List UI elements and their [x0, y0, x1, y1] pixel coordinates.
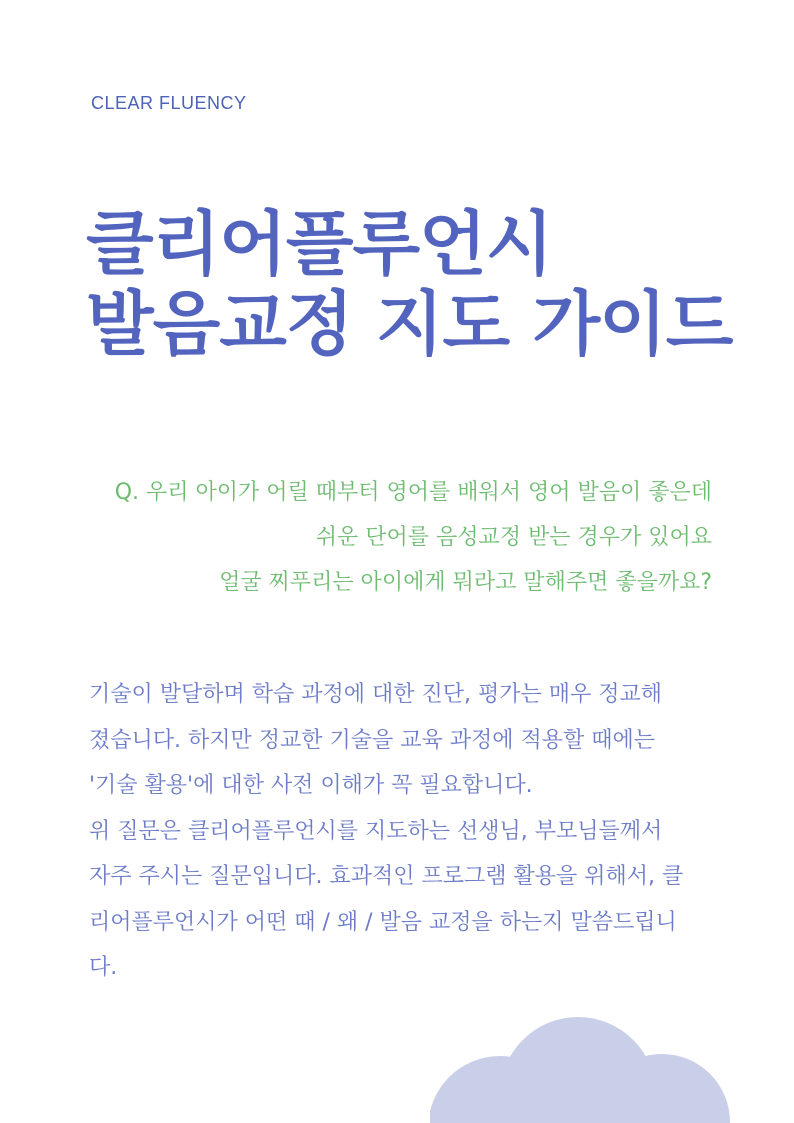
question-block: [52, 470, 712, 605]
body-line: 다.: [89, 955, 118, 980]
body-paragraph: [89, 672, 729, 991]
body-line: 자주 주시는 질문입니다. 효과적인 프로그램 활용을 위해서, 클: [89, 864, 684, 889]
page-title-line-1: 클리어플루언시: [86, 203, 553, 285]
question-line: 쉬운 단어를 음성교정 받는 경우가 있어요: [315, 525, 712, 550]
question-line: 얼굴 찌푸리는 아이에게 뭐라고 말해주면 좋을까요?: [219, 570, 712, 595]
body-line: 졌습니다. 하지만 정교한 기술을 교육 과정에 적용할 때에는: [89, 727, 655, 753]
body-line: '기술 활용'에 대한 사전 이해가 꼭 필요합니다.: [89, 773, 533, 798]
cloud-shape: [430, 1017, 730, 1123]
page-title-line-2: 발음교정 지도 가이드: [86, 283, 733, 365]
page-title: [86, 204, 732, 364]
body-line: 리어플루언시가 어떤 때 / 왜 / 발음 교정을 하는지 말씀드립니: [89, 909, 677, 935]
question-line: Q. 우리 아이가 어릴 때부터 영어를 배워서 영어 발음이 좋은데: [114, 480, 712, 505]
body-line: 기술이 발달하며 학습 과정에 대한 진단, 평가는 매우 정교해: [89, 682, 662, 707]
body-line: 위 질문은 클리어플루언시를 지도하는 선생님, 부모님들께서: [89, 818, 663, 844]
brand-label: CLEAR FLUENCY: [91, 93, 247, 113]
cloud-decoration: [430, 1010, 740, 1123]
